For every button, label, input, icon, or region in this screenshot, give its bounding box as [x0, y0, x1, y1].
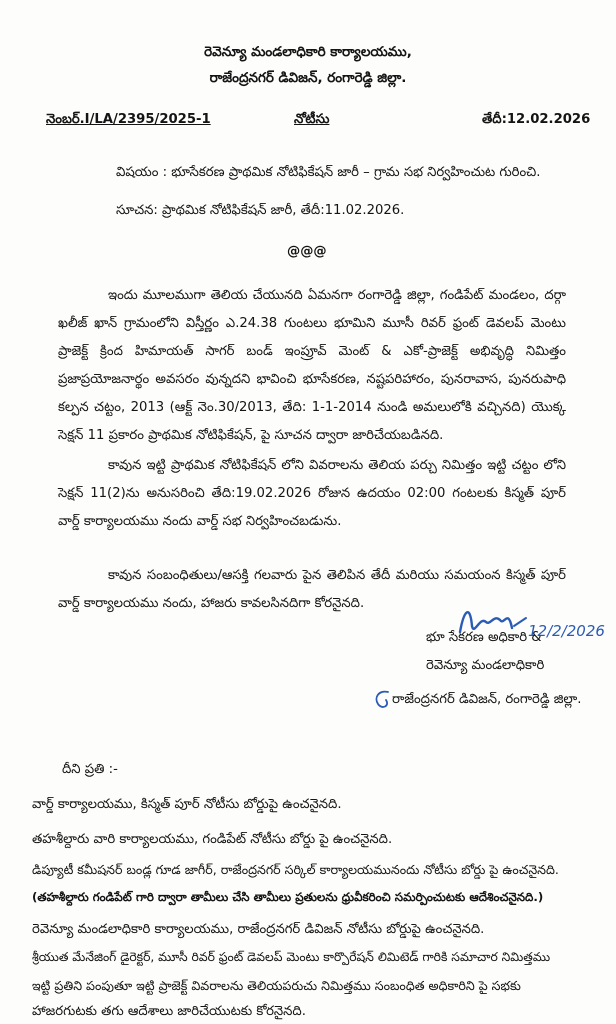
signature-line1: భూ సేకరణ అధికారి &: [426, 630, 542, 645]
copy-line-6: శ్రీయుత మేనేజింగ్ డైరెక్టర్, మూసీ రివర్ ఫ్రంట్ డెవలప్ మెంటు కార్పొరేషన్ లిమిటెడ్ గారికి సమాచార నిమిత్తము: [32, 950, 551, 964]
signature-line3: రాజేంద్రనగర్ డివిజన్, రంగారెడ్డి జిల్లా.: [392, 692, 582, 707]
subject-label: విషయం :: [116, 165, 168, 180]
notice-date: తేదీ:12.02.2026: [482, 112, 591, 127]
copy-line-2: తహశీల్దారు వారి కార్యాలయము, గండిపేట్ నోటీసు బోర్డు పై ఉంచనైనది.: [32, 832, 393, 847]
signature-date: 12/2/2026: [528, 622, 605, 640]
copy-to-label: దీని ప్రతి :-: [62, 762, 118, 777]
office-name-line1: రెవెన్యూ మండలాధికారి కార్యాలయము,: [204, 44, 412, 60]
reference-number: నెంబర్.I/LA/2395/2025-1: [46, 112, 211, 127]
reference-text: ప్రాథమిక నోటిఫికేషన్ జారీ, తేదీ:11.02.2026.: [162, 203, 405, 218]
body-paragraph-2: కావున ఇట్టి ప్రాథమిక నోటిఫికేషన్ లోని వివరాలను తెలియ పర్చు నిమిత్తం ఇట్టి చట్టం లోని సెక్షన్ 11(2)ను అనుసరించి తేది:19.02.2026 రోజున ఉదయం 02:00 గంటలకు కిస్మత్ పూర్ వార్డ్ కార్యాలయము నందు వార్డ్ సభ నిర్వహించబడును.: [58, 458, 566, 529]
copy-line-3: డిప్యూటీ కమీషనర్ బండ్ల గూడ జాగీర్, రాజేంద్రనగర్ సర్కిల్ కార్యాలయమునందు నోటీసు బోర్డు పై ఉంచనైనది.: [32, 862, 559, 877]
copy-line-7: ఇట్టి ప్రతిని పంపుతూ ఇట్టి ప్రాజెక్ట్ వివరాలను తెలియపరుచు నిమిత్తము సంబంధిత అధికారిని పై సభకు: [32, 978, 521, 993]
reference-label: సూచన:: [116, 203, 158, 218]
copy-line-1: వార్డ్ కార్యాలయము, కిస్మత్ పూర్ నోటీసు బోర్డుపై ఉంచనైనది.: [32, 797, 342, 812]
copy-line-4: (తహశీల్దారు గండిపేట్ గారి ద్వారా తామీలు చేసి తామీలు ప్రతులను ధ్రువీకరించి సమర్పించుటకు ఆదేశించనైనది.): [32, 890, 544, 904]
copy-line-5: రెవెన్యూ మండలాధికారి కార్యాలయము, రాజేంద్రనగర్ డివిజన్ నోటీసు బోర్డుపై ఉంచనైనది.: [32, 922, 485, 937]
subject-text: భూసేకరణ ప్రాథమిక నోటిఫికేషన్ జారీ – గ్రామ సభ నిర్వహించుట గురించి.: [171, 165, 541, 180]
subject-row: [116, 165, 540, 183]
reference-row: [116, 203, 404, 221]
body-paragraph-1: ఇందు మూలముగా తెలియ చేయునది ఏమనగా రంగారెడ్డి జిల్లా, గండిపేట్ మండలం, దర్గా ఖలీజ్ ఖాన్ గ్రామంలోని విస్తీర్ణం ఎ.24.38 గుంటలు భూమిని మూసీ రివర్ ఫ్రంట్ డెవలప్ మెంటు ప్రాజెక్ట్ క్రింద హిమాయత్ సాగర్ బండ్ ఇంప్రూవ్ మెంట్ & ఎకో-ప్రాజెక్ట్ అభివృద్ధి నిమిత్తం ప్రజాప్రయోజనార్థం అవసరం వున్నదని భావించి భూసేకరణ, నష్టపరిహారం, పునరావాస, పునరుపాధి కల్పన చట్టం, 2013 (ఆక్ట్ నెం.30/2013, తేది: 1-1-2014 నుండి అమలులోకి వచ్చినది) యొక్క సెక్షన్ 11 ప్రకారం ప్రాథమిక నోటిఫికేషన్, పై సూచన ద్వారా జారిచేయబడినది.: [58, 288, 566, 443]
separator-marks: @@@: [287, 244, 327, 259]
office-name-line2: రాజేంద్రనగర్ డివిజన్, రంగారెడ్డి జిల్లా.: [209, 70, 407, 86]
signature-line2: రెవెన్యూ మండలాధికారి: [426, 658, 545, 673]
body-paragraph-3: కావున సంబంధితులు/ఆసక్తి గలవారు పైన తెలిపిన తేదీ మరియు సమయంన కిస్మత్ పూర్ వార్డ్ కార్యాలయము నందు, హాజరు కావలసినదిగా కోరనైనది.: [58, 568, 566, 611]
signature-flourish: [372, 686, 394, 712]
notice-title: నోటీసు: [294, 112, 330, 127]
copy-line-8: హాజరగుటకు తగు ఆదేశాలు జారిచేయుటకు కోరనైనది.: [32, 1004, 306, 1019]
